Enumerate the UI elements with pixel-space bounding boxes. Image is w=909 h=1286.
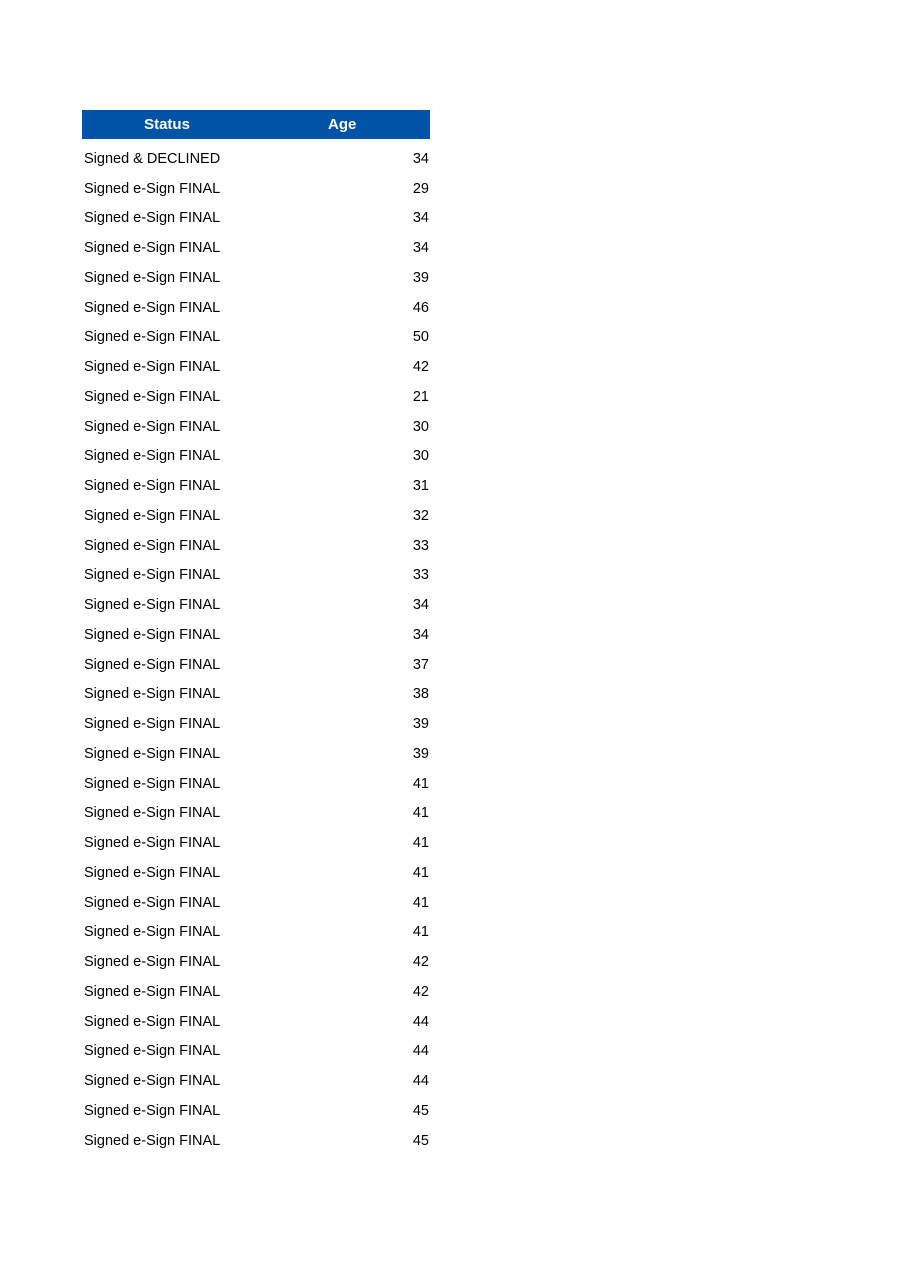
status-cell: Signed e-Sign FINAL (84, 1043, 221, 1060)
table-row (82, 323, 430, 353)
status-cell: Signed e-Sign FINAL (84, 478, 221, 495)
status-cell: Signed e-Sign FINAL (84, 1102, 221, 1119)
status-cell: Signed e-Sign FINAL (84, 537, 221, 554)
age-cell: 29 (412, 180, 429, 197)
age-cell: 41 (412, 835, 429, 852)
status-cell: Signed e-Sign FINAL (84, 686, 221, 703)
table-row (82, 412, 430, 442)
table-row (82, 709, 430, 739)
table-body (82, 144, 430, 1156)
age-cell: 34 (412, 626, 429, 643)
status-cell: Signed e-Sign FINAL (84, 597, 221, 614)
status-age-table (82, 110, 430, 1149)
age-cell: 42 (412, 359, 429, 376)
status-cell: Signed e-Sign FINAL (84, 1013, 221, 1030)
status-cell: Signed e-Sign FINAL (84, 745, 221, 762)
age-cell: 39 (412, 716, 429, 733)
table-row (82, 1126, 430, 1156)
status-cell: Signed e-Sign FINAL (84, 299, 221, 316)
table-row (82, 918, 430, 948)
table-row (82, 471, 430, 501)
age-column-header: Age (328, 116, 357, 133)
status-cell: Signed e-Sign FINAL (84, 1132, 221, 1149)
table-row (82, 739, 430, 769)
status-cell: Signed e-Sign FINAL (84, 835, 221, 852)
status-cell: Signed e-Sign FINAL (84, 507, 221, 524)
age-cell: 34 (412, 210, 429, 227)
age-cell: 41 (412, 924, 429, 941)
table-row (82, 352, 430, 382)
age-cell: 21 (412, 388, 429, 405)
age-cell: 41 (412, 864, 429, 881)
status-cell: Signed e-Sign FINAL (84, 864, 221, 881)
table-row (82, 590, 430, 620)
table-row (82, 293, 430, 323)
age-cell: 34 (412, 597, 429, 614)
table-row (82, 769, 430, 799)
table-row (82, 620, 430, 650)
table-row (82, 144, 430, 174)
age-cell: 31 (412, 478, 429, 495)
status-cell: Signed e-Sign FINAL (84, 775, 221, 792)
status-cell: Signed e-Sign FINAL (84, 359, 221, 376)
age-cell: 33 (412, 537, 429, 554)
table-row (82, 947, 430, 977)
status-column-header: Status (144, 116, 190, 133)
status-cell: Signed e-Sign FINAL (84, 983, 221, 1000)
table-row (82, 650, 430, 680)
table-row (82, 888, 430, 918)
table-row (82, 382, 430, 412)
age-cell: 41 (412, 894, 429, 911)
status-cell: Signed e-Sign FINAL (84, 329, 221, 346)
table-row (82, 1007, 430, 1037)
age-cell: 30 (412, 448, 429, 465)
status-cell: Signed e-Sign FINAL (84, 656, 221, 673)
table-row (82, 680, 430, 710)
table-row (82, 977, 430, 1007)
age-cell: 42 (412, 954, 429, 971)
status-cell: Signed e-Sign FINAL (84, 388, 221, 405)
status-cell: Signed e-Sign FINAL (84, 269, 221, 286)
status-cell: Signed & DECLINED (84, 150, 221, 167)
status-cell: Signed e-Sign FINAL (84, 210, 221, 227)
age-cell: 45 (412, 1102, 429, 1119)
age-cell: 44 (412, 1013, 429, 1030)
age-cell: 44 (412, 1073, 429, 1090)
age-cell: 42 (412, 983, 429, 1000)
table-row (82, 1037, 430, 1067)
status-cell: Signed e-Sign FINAL (84, 240, 221, 257)
table-row (82, 858, 430, 888)
status-cell: Signed e-Sign FINAL (84, 954, 221, 971)
age-cell: 45 (412, 1132, 429, 1149)
age-cell: 34 (412, 150, 429, 167)
table-row (82, 561, 430, 591)
table-row (82, 204, 430, 234)
age-cell: 44 (412, 1043, 429, 1060)
status-cell: Signed e-Sign FINAL (84, 805, 221, 822)
status-cell: Signed e-Sign FINAL (84, 626, 221, 643)
age-cell: 41 (412, 775, 429, 792)
table-row (82, 1096, 430, 1126)
table-row (82, 501, 430, 531)
age-cell: 39 (412, 745, 429, 762)
table-row (82, 531, 430, 561)
table-row (82, 263, 430, 293)
status-cell: Signed e-Sign FINAL (84, 894, 221, 911)
table-row (82, 828, 430, 858)
age-cell: 33 (412, 567, 429, 584)
table-row (82, 442, 430, 472)
table-row (82, 1066, 430, 1096)
table-header-row (82, 110, 430, 139)
table-row (82, 233, 430, 263)
table-row (82, 799, 430, 829)
status-cell: Signed e-Sign FINAL (84, 448, 221, 465)
status-cell: Signed e-Sign FINAL (84, 924, 221, 941)
age-cell: 39 (412, 269, 429, 286)
age-cell: 37 (412, 656, 429, 673)
age-cell: 32 (412, 507, 429, 524)
age-cell: 41 (412, 805, 429, 822)
age-cell: 34 (412, 240, 429, 257)
table-row (82, 174, 430, 204)
age-cell: 38 (412, 686, 429, 703)
status-cell: Signed e-Sign FINAL (84, 1073, 221, 1090)
age-cell: 30 (412, 418, 429, 435)
status-cell: Signed e-Sign FINAL (84, 716, 221, 733)
status-cell: Signed e-Sign FINAL (84, 180, 221, 197)
status-cell: Signed e-Sign FINAL (84, 567, 221, 584)
age-cell: 46 (412, 299, 429, 316)
status-cell: Signed e-Sign FINAL (84, 418, 221, 435)
age-cell: 50 (412, 329, 429, 346)
